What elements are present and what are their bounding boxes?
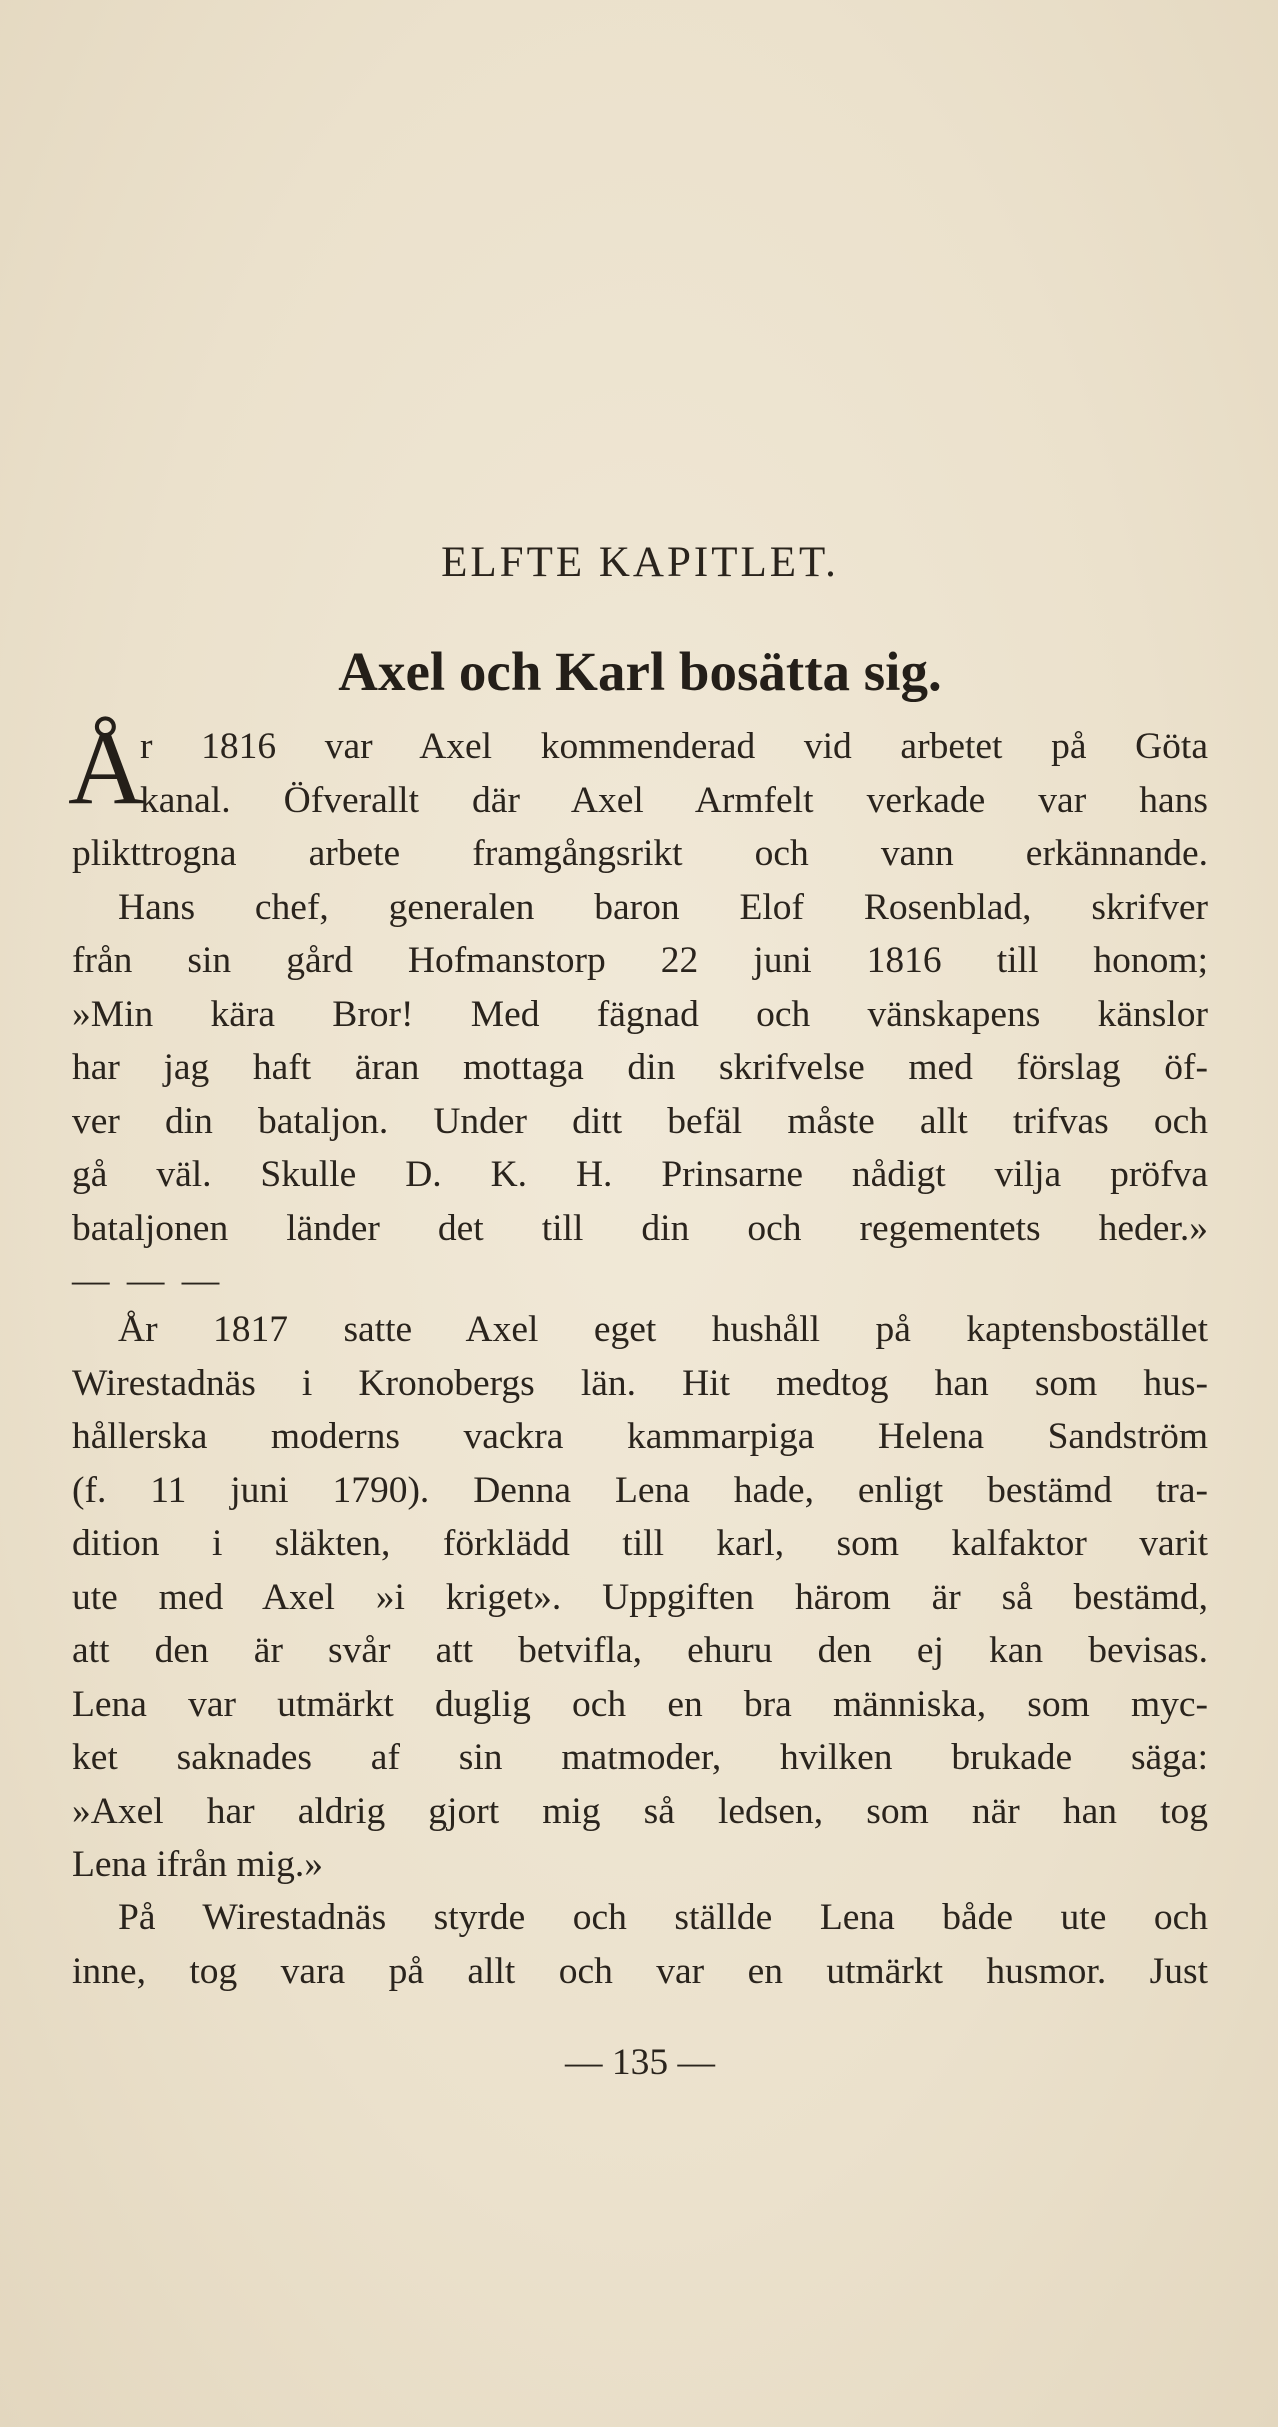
text-line: År 1817 satte Axel eget hushåll på kaptensbostället [118, 1309, 1208, 1350]
text-line: »Min kära Bror! Med fägnad och vänskapens känslor [72, 993, 1208, 1035]
text-line: dition i släkten, förklädd till karl, som kalfaktor varit [72, 1523, 1208, 1564]
text-line: (f. 11 juni 1790). Denna Lena hade, enligt bestämd tra‑ [72, 1469, 1208, 1511]
text-line: ket saknades af sin matmoder, hvilken brukade säga: [72, 1737, 1208, 1778]
page-number: — 135 — [565, 2042, 715, 2083]
text-line: plikttrogna arbete framgångsrikt och vann erkännande. [72, 833, 1208, 874]
text-line: Wirestadnäs i Kronobergs län. Hit medtog han som hus‑ [72, 1362, 1208, 1404]
drop-cap: Å [68, 709, 145, 826]
text-line: bataljonen länder det till din och regementets heder.» [72, 1207, 1208, 1249]
text-line: från sin gård Hofmanstorp 22 juni 1816 till honom; [72, 940, 1208, 981]
text-line: På Wirestadnäs styrde och ställde Lena både ute och [118, 1897, 1208, 1938]
text-line: hållerska moderns vackra kammarpiga Helena Sandström [72, 1416, 1208, 1457]
separator-dashes: — — — [72, 1260, 224, 1301]
text-line: »Axel har aldrig gjort mig så ledsen, som när han tog [72, 1790, 1208, 1832]
paragraph-2 [72, 1303, 1208, 1892]
text-line: ver din bataljon. Under ditt befäl måste allt trifvas och [72, 1100, 1208, 1142]
chapter-title: Axel och Karl bosätta sig. [338, 641, 942, 702]
text-line: gå väl. Skulle D. K. H. Prinsarne nådigt vilja pröfva [72, 1154, 1208, 1195]
text-line: Lena ifrån mig.» [72, 1844, 323, 1885]
chapter-label: ELFTE KAPITLET. [441, 539, 839, 586]
paragraph-1 [72, 720, 1208, 1255]
text-line: kanal. Öfverallt där Axel Armfelt verkade var hans [140, 779, 1208, 821]
text-line: Lena var utmärkt duglig och en bra människa, som myc‑ [72, 1683, 1208, 1725]
text-line: inne, tog vara på allt och var en utmärkt husmor. Just [72, 1950, 1208, 1992]
text-line: Hans chef, generalen baron Elof Rosenblad, skrifver [118, 886, 1208, 928]
text-line: r 1816 var Axel kommenderad vid arbetet på Göta [140, 726, 1208, 767]
text-line: att den är svår att betvifla, ehuru den ej kan bevisas. [72, 1630, 1208, 1671]
text-line: har jag haft äran mottaga din skrifvelse med förslag öf‑ [72, 1047, 1208, 1088]
text-line: ute med Axel »i kriget». Uppgiften härom är så bestämd, [72, 1576, 1208, 1618]
paragraph-3 [72, 1891, 1208, 1998]
